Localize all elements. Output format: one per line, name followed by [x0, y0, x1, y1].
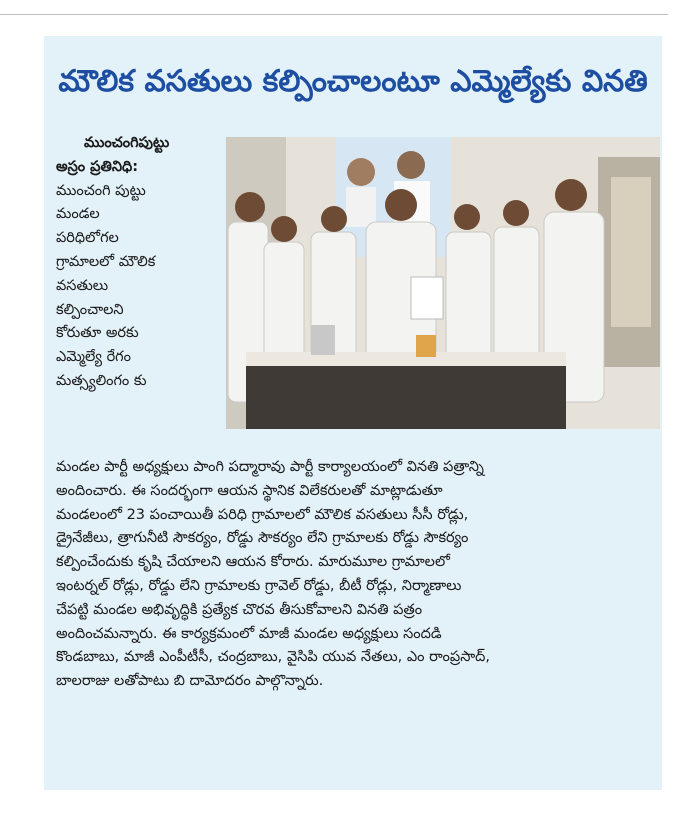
- left-line: మత్స్యలింగం కు: [56, 372, 147, 389]
- body-line: అందించారు. ఈ సందర్భంగా ఆయన స్థానిక విలేకరులతో మాట్లాడుతూ: [56, 482, 443, 499]
- body-line: డ్రైనేజీలు, త్రాగునీటి సౌకర్యం, రోడ్డు సౌకర్యం లేని గ్రామాలకు రోడ్డు సౌకర్యం: [56, 530, 469, 547]
- left-line: కల్పించాలని: [56, 301, 124, 318]
- body-line: మండల పార్టీ అధ్యక్షులు పాంగి పద్మారావు పార్టీ కార్యాలయంలో వినతి పత్రాన్ని: [56, 459, 484, 475]
- left-column: [56, 132, 226, 394]
- left-line: పరిధిలోగల: [56, 230, 119, 247]
- left-line: గ్రామాలలో మౌలిక: [56, 253, 156, 270]
- body-line: అందించమన్నారు. ఈ కార్యక్రమంలో మాజీ మండల అధ్యక్షులు సందడి: [56, 625, 442, 642]
- left-line: కోరుతూ అరకు: [56, 325, 139, 342]
- headline: మౌలిక వసతులు కల్పించాలంటూ ఎమ్మెల్యేకు వినతి: [58, 64, 648, 99]
- left-line: వసతులు: [56, 277, 109, 294]
- news-clipping: [44, 36, 662, 790]
- left-line: ముంచంగి పుట్టు: [56, 182, 146, 199]
- top-divider: [0, 14, 668, 15]
- body-line: కల్పించేందుకు కృషి చేయాలని ఆయన కోరారు. మారుమూల గ్రామాలలో: [56, 554, 450, 571]
- dateline: ముంచంగిపుట్టు: [84, 135, 170, 151]
- news-photo: [226, 137, 660, 429]
- reporter-credit: అస్రం ప్రతినిధి:: [56, 158, 139, 175]
- body-line: ఇంటర్నల్ రోడ్లు, రోడ్డు లేని గ్రామాలకు గ్రావెల్ రోడ్డు, బీటీ రోడ్లు, నిర్మాణాలు: [56, 577, 462, 594]
- left-line: మండల: [56, 206, 100, 223]
- left-line: ఎమ్మెల్యే రేగం: [56, 349, 131, 366]
- body-line: బాలరాజు లతోపాటు బి దామోదరం పాల్గొన్నారు.: [56, 673, 324, 690]
- body-line: కొండబాబు, మాజీ ఎంపీటీసీ, చంద్రబాబు, వైసిపి యువ నేతలు, ఎం రాంప్రసాద్,: [56, 649, 491, 666]
- body-line: మండలంలో 23 పంచాయితీ పరిధి గ్రామాలలో మౌలిక వసతులు సీసీ రోడ్లు,: [56, 506, 469, 523]
- article-body: [56, 456, 656, 694]
- body-line: చేపట్టి మండల అభివృద్ధికి ప్రత్యేక చొరవ తీసుకోవాలని వినతి పత్రం: [56, 601, 423, 618]
